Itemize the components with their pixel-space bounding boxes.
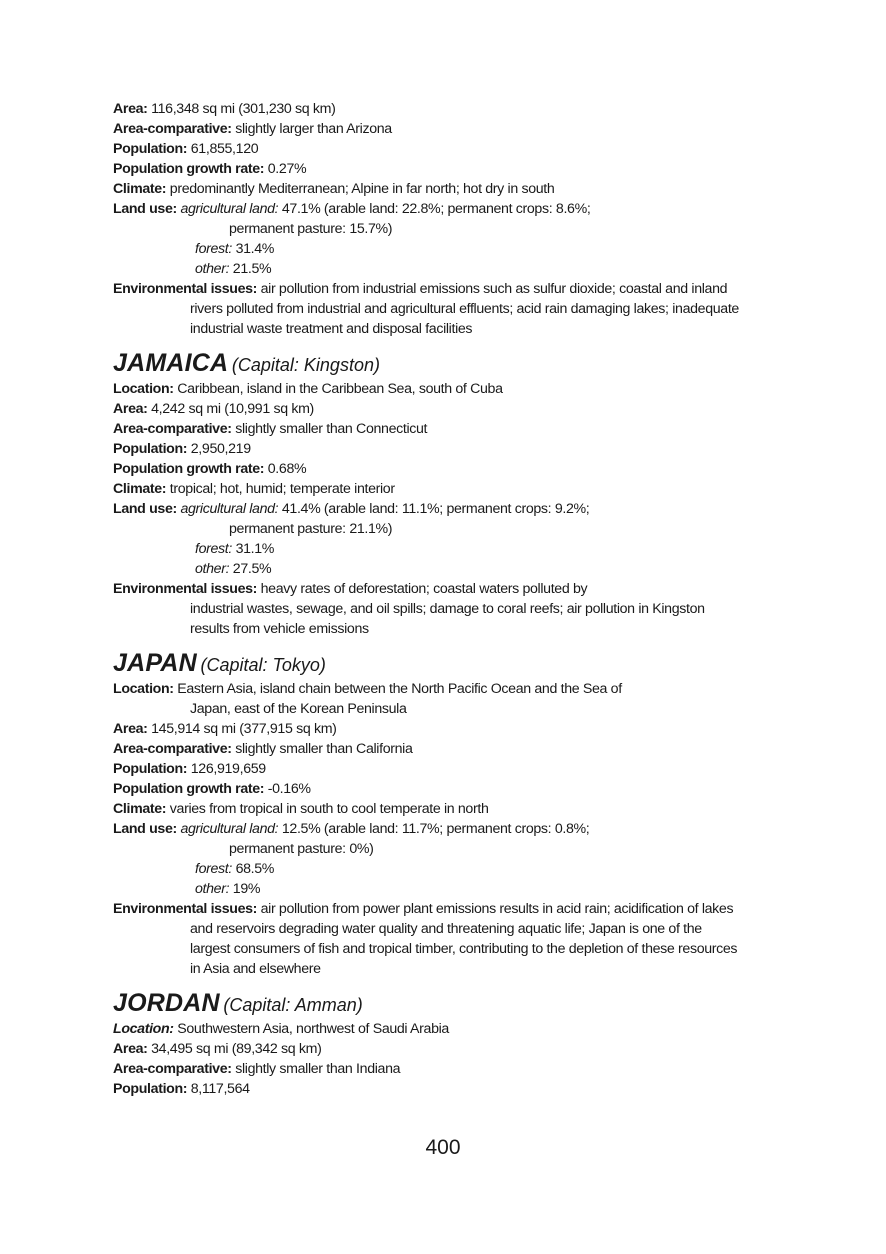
population-line [113,759,793,779]
climate-value: tropical; hot, humid; temperate interior [169,481,395,497]
agricultural-land-value: 41.4% (arable land: 11.1%; permanent crops: 9.2%; [281,501,590,517]
area-value: 34,495 sq mi (89,342 sq km) [151,1041,322,1057]
climate-line [113,479,793,499]
land-use-label: Land use: [113,821,177,837]
environmental-issues-label: Environmental issues: [113,581,258,597]
permanent-pasture-line: permanent pasture: 21.1%) [229,521,393,537]
growth-value: 0.68% [267,461,307,477]
forest-label: forest: [195,241,232,257]
area-comparative-value: slightly larger than Arizona [235,121,392,137]
forest-label: forest: [195,541,232,557]
population-label: Population: [113,1081,188,1097]
other-label: other: [195,261,230,277]
location-label: Location: [113,1021,174,1037]
agricultural-land-value: 47.1% (arable land: 22.8%; permanent crops: 8.6%; [281,201,591,217]
area-label: Area: [113,1041,148,1057]
area-value: 4,242 sq mi (10,991 sq km) [151,401,314,417]
population-value: 8,117,564 [190,1081,250,1097]
area-line [113,1039,793,1059]
environmental-issues-text: air pollution from power plant emissions results in acid rain; acidification of lakes [260,901,734,917]
area-value: 145,914 sq mi (377,915 sq km) [151,721,337,737]
climate-line [113,179,793,199]
area-comparative-value: slightly smaller than Indiana [235,1061,401,1077]
area-comparative-value: slightly smaller than California [235,741,413,757]
country-name: JAPAN [113,649,197,677]
environmental-issues-line [113,579,793,599]
location-value: Eastern Asia, island chain between the North Pacific Ocean and the Sea of [177,681,622,697]
area-value: 116,348 sq mi (301,230 sq km) [151,101,336,117]
country-name: JORDAN [113,989,220,1017]
page-content [113,99,793,1099]
other-value: 19% [232,881,261,897]
environmental-issues-continuation: rivers polluted from industrial and agricultural effluents; acid rain damaging lakes; inadequate [190,301,739,317]
area-comparative-line [113,1059,793,1079]
forest-label: forest: [195,861,232,877]
forest-value: 31.4% [235,241,275,257]
environmental-issues-label: Environmental issues: [113,901,258,917]
location-value: Southwestern Asia, northwest of Saudi Arabia [177,1021,449,1037]
climate-value: predominantly Mediterranean; Alpine in far north; hot dry in south [169,181,555,197]
population-label: Population: [113,761,188,777]
other-label: other: [195,881,230,897]
permanent-pasture-line: permanent pasture: 15.7%) [229,221,393,237]
forest-line [113,539,793,559]
population-line [113,439,793,459]
land-use-line [113,819,793,839]
area-comparative-value: slightly smaller than Connecticut [235,421,428,437]
land-use-line [113,199,793,219]
climate-value: varies from tropical in south to cool temperate in north [169,801,489,817]
other-line [113,259,793,279]
country-entry-japan [113,647,793,979]
population-line [113,1079,793,1099]
area-line [113,399,793,419]
country-capital: (Capital: Amman) [223,995,363,1015]
environmental-issues-line [113,279,793,299]
growth-line [113,779,793,799]
land-use-label: Land use: [113,501,177,517]
location-line [113,1019,793,1039]
area-comparative-label: Area-comparative: [113,741,232,757]
other-line [113,559,793,579]
page-number: 400 [425,1136,461,1159]
growth-value: -0.16% [267,781,311,797]
population-label: Population: [113,441,188,457]
other-line [113,879,793,899]
forest-line [113,239,793,259]
agricultural-land-value: 12.5% (arable land: 11.7%; permanent crops: 0.8%; [281,821,590,837]
location-label: Location: [113,681,174,697]
growth-label: Population growth rate: [113,461,265,477]
agricultural-land-label: agricultural land: [180,821,279,837]
climate-label: Climate: [113,481,167,497]
location-label: Location: [113,381,174,397]
country-capital: (Capital: Kingston) [231,355,380,375]
population-value: 2,950,219 [190,441,251,457]
growth-line [113,159,793,179]
location-value: Caribbean, island in the Caribbean Sea, south of Cuba [177,381,503,397]
environmental-issues-continuation: industrial waste treatment and disposal facilities [190,321,473,337]
area-comparative-line [113,739,793,759]
climate-label: Climate: [113,181,167,197]
area-line [113,99,793,119]
area-comparative-line [113,419,793,439]
area-label: Area: [113,721,148,737]
agricultural-land-label: agricultural land: [180,501,279,517]
forest-value: 68.5% [235,861,275,877]
other-label: other: [195,561,230,577]
location-line [113,379,793,399]
land-use-line [113,499,793,519]
environmental-issues-continuation: largest consumers of fish and tropical timber, contributing to the depletion of these resources [190,941,738,957]
land-use-label: Land use: [113,201,177,217]
population-label: Population: [113,141,188,157]
forest-value: 31.1% [235,541,275,557]
country-heading [113,347,793,379]
location-continuation: Japan, east of the Korean Peninsula [190,701,407,717]
growth-value: 0.27% [267,161,307,177]
other-value: 27.5% [232,561,272,577]
environmental-issues-label: Environmental issues: [113,281,258,297]
population-value: 61,855,120 [190,141,259,157]
area-comparative-label: Area-comparative: [113,121,232,137]
environmental-issues-continuation: results from vehicle emissions [190,621,369,637]
climate-label: Climate: [113,801,167,817]
environmental-issues-continuation: in Asia and elsewhere [190,961,321,977]
country-entry-jordan [113,987,793,1099]
permanent-pasture-line: permanent pasture: 0%) [229,841,374,857]
location-line [113,679,793,699]
country-heading [113,647,793,679]
country-entry-italy-continued [113,99,793,339]
area-comparative-label: Area-comparative: [113,421,232,437]
country-name: JAMAICA [113,349,229,377]
growth-label: Population growth rate: [113,161,265,177]
area-comparative-line [113,119,793,139]
country-capital: (Capital: Tokyo) [200,655,326,675]
population-value: 126,919,659 [190,761,266,777]
other-value: 21.5% [232,261,272,277]
climate-line [113,799,793,819]
environmental-issues-line [113,899,793,919]
area-comparative-label: Area-comparative: [113,1061,232,1077]
area-label: Area: [113,401,148,417]
environmental-issues-continuation: and reservoirs degrading water quality and threatening aquatic life; Japan is one of the [190,921,702,937]
agricultural-land-label: agricultural land: [180,201,279,217]
country-entry-jamaica [113,347,793,639]
country-heading [113,987,793,1019]
environmental-issues-text: air pollution from industrial emissions such as sulfur dioxide; coastal and inland [260,281,728,297]
area-label: Area: [113,101,148,117]
environmental-issues-text: heavy rates of deforestation; coastal waters polluted by [260,581,588,597]
environmental-issues-continuation: industrial wastes, sewage, and oil spills; damage to coral reefs; air pollution in Kingston [190,601,705,617]
area-line [113,719,793,739]
growth-line [113,459,793,479]
growth-label: Population growth rate: [113,781,265,797]
population-line [113,139,793,159]
forest-line [113,859,793,879]
